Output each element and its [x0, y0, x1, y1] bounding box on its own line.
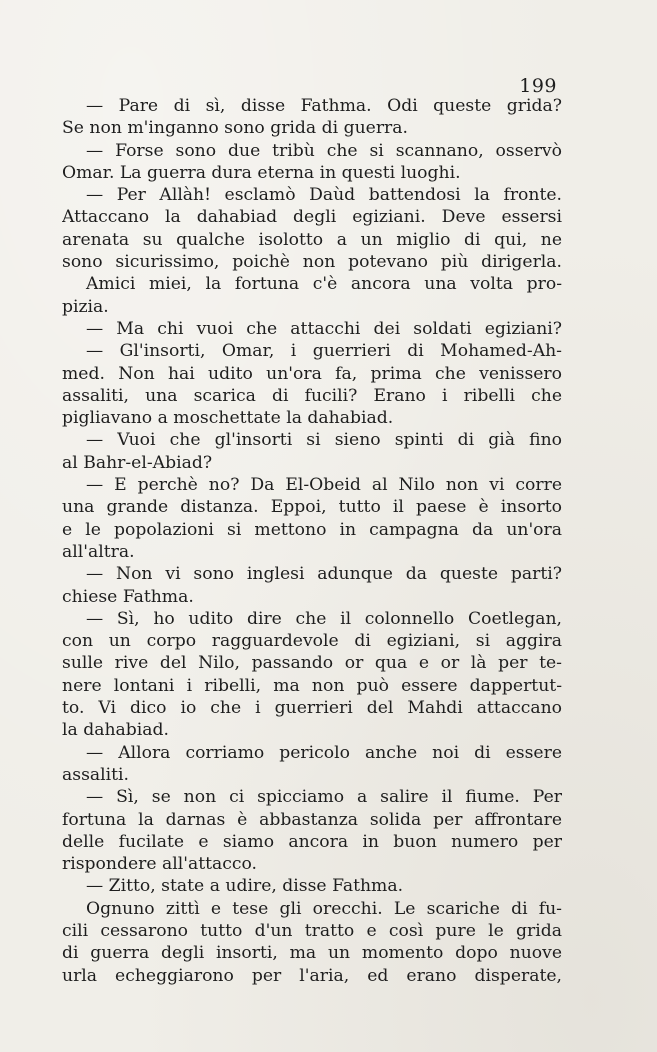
text-line: Amici miei, la fortuna c'è ancora una volta pro-	[86, 274, 562, 295]
text-line: fortuna la darnas è abbastanza solida per affrontare	[62, 809, 562, 830]
page-number: 199	[519, 75, 557, 97]
text-line: — Forse sono due tribù che si scannano, osservò	[86, 140, 562, 161]
text-line: sono sicurissimo, poichè non potevano più dirigerla.	[62, 252, 562, 273]
text-line: — Pare di sì, disse Fathma. Odi queste grida?	[86, 96, 562, 116]
text-line: — Gl'insorti, Omar, i guerrieri di Mohamed-Ah-	[86, 341, 562, 362]
text-line: con un corpo ragguardevole di egiziani, si aggira	[62, 631, 562, 652]
text-line: sulle rive del Nilo, passando or qua e or là per te-	[62, 653, 562, 674]
text-line: di guerra degli insorti, ma un momento dopo nuove	[62, 943, 562, 964]
text-line: assaliti.	[62, 764, 129, 785]
text-line: Omar. La guerra dura eterna in questi luoghi.	[62, 162, 461, 183]
text-line: — Zitto, state a udire, disse Fathma.	[86, 876, 404, 897]
text-line: — Sì, se non ci spicciamo a salire il fiume. Per	[86, 787, 562, 808]
text-line: — Per Allàh! esclamò Daùd battendosi la fronte.	[86, 185, 562, 206]
text-line: una grande distanza. Eppoi, tutto il paese è insorto	[62, 497, 562, 518]
text-line: cili cessarono tutto d'un tratto e così pure le grida	[62, 920, 562, 941]
text-line: pizia.	[62, 296, 109, 317]
text-line: al Bahr-el-Abiad?	[62, 452, 213, 473]
text-line: — Sì, ho udito dire che il colonnello Coetlegan,	[86, 608, 562, 629]
text-line: med. Non hai udito un'ora fa, prima che venissero	[62, 363, 562, 384]
text-line: arenata su qualche isolotto a un miglio di qui, ne	[62, 229, 562, 250]
text-line: rispondere all'attacco.	[62, 854, 258, 875]
text-line: Ognuno zittì e tese gli orecchi. Le scariche di fu-	[86, 898, 562, 919]
text-line: chiese Fathma.	[62, 586, 194, 607]
text-line: urla echeggiarono per l'aria, ed erano disperate,	[62, 965, 562, 986]
text-line: — Allora corriamo pericolo anche noi di essere	[86, 742, 562, 763]
text-line: la dahabiad.	[62, 720, 169, 741]
text-line: delle fucilate e siamo ancora in buon numero per	[62, 831, 562, 852]
text-line: Attaccano la dahabiad degli egiziani. Deve essersi	[62, 207, 562, 228]
text-line: — Non vi sono inglesi adunque da queste parti?	[86, 564, 562, 585]
text-line: nere lontani i ribelli, ma non può essere dappertut-	[62, 675, 562, 696]
text-line: to. Vi dico io che i guerrieri del Mahdi attaccano	[62, 698, 562, 719]
text-line: all'altra.	[62, 541, 135, 562]
text-line: e le popolazioni si mettono in campagna da un'ora	[62, 519, 562, 540]
text-line: — Ma chi vuoi che attacchi dei soldati egiziani?	[86, 318, 562, 339]
page-text	[62, 95, 562, 987]
text-line: — E perchè no? Da El-Obeid al Nilo non vi corre	[86, 475, 562, 496]
text-line: — Vuoi che gl'insorti si sieno spinti di già fino	[86, 430, 562, 451]
text-line: pigliavano a moschettate la dahabiad.	[62, 408, 394, 429]
text-line: assaliti, una scarica di fucili? Erano i ribelli che	[62, 385, 562, 406]
text-line: Se non m'inganno sono grida di guerra.	[62, 118, 408, 139]
